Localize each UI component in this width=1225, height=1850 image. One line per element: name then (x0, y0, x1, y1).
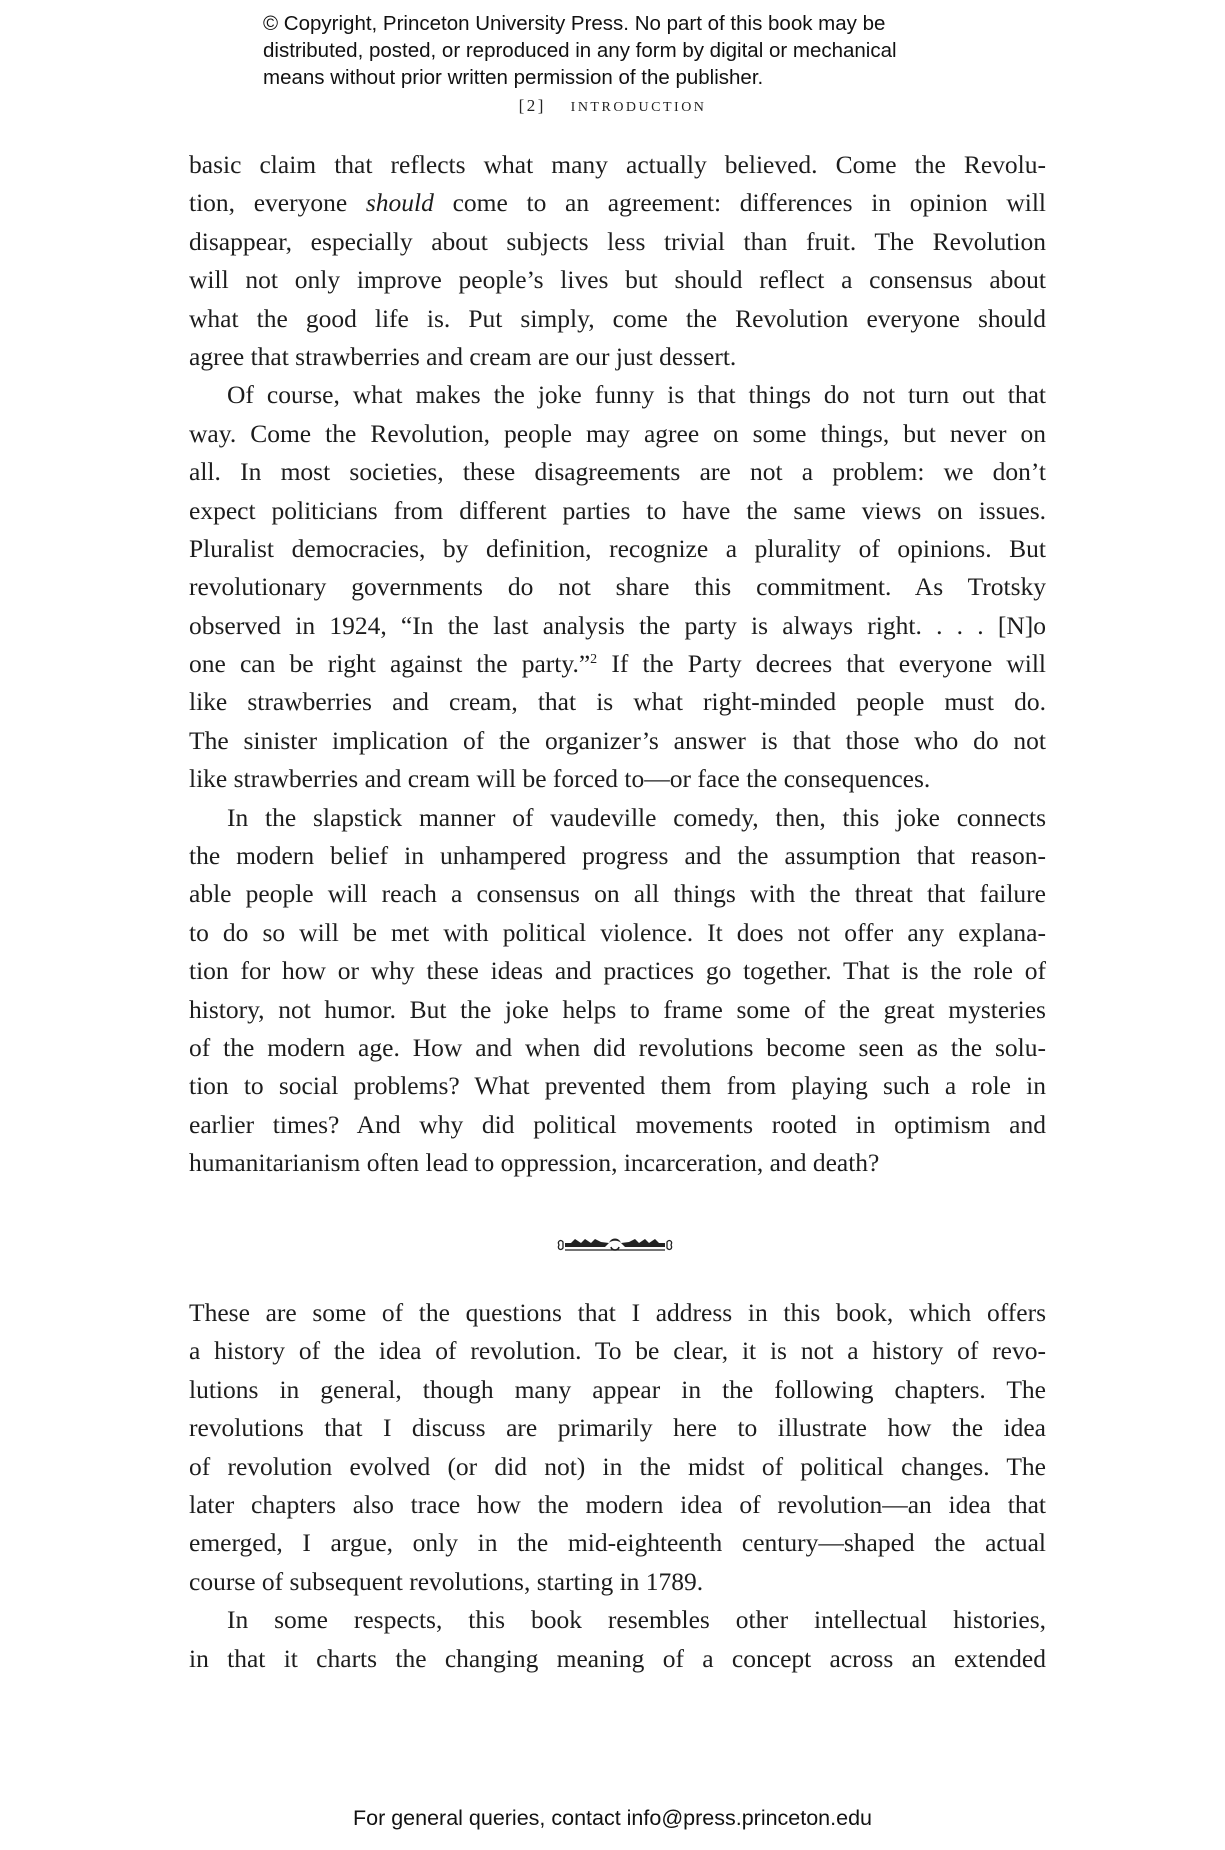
footer-contact: For general queries, contact info@press.princeton.edu (352, 1806, 872, 1830)
copyright-line: © Copyright, Princeton University Press. No part of this book may be (263, 12, 886, 35)
text-line: will not only improve people’s lives but should reflect a consensus about (189, 265, 1046, 295)
text-line: later chapters also trace how the modern idea of revolution—an idea that (189, 1489, 1046, 1519)
text-line: all. In most societies, these disagreements are not a problem: we don’t (189, 457, 1046, 487)
text-line (189, 184, 1046, 222)
text-line: expect politicians from different parties to have the same views on issues. (189, 495, 1046, 525)
text-line: observed in 1924, “In the last analysis the party is always right. . . . [N]o (189, 610, 1046, 640)
text-line: These are some of the questions that I address in this book, which offers (189, 1298, 1046, 1327)
text-line: The sinister implication of the organizer’s answer is that those who do not (189, 725, 1046, 755)
text-line: like strawberries and cream, that is what right-minded people must do. (189, 687, 1046, 717)
text-line: of the modern age. How and when did revolutions become seen as the solu- (189, 1032, 1046, 1062)
text-line: disappear, especially about subjects less trivial than fruit. The Revolution (189, 226, 1046, 256)
text-line: humanitarianism often lead to oppression, incarceration, and death? (189, 1148, 880, 1178)
body-text-block (189, 1294, 1046, 1678)
text-line: course of subsequent revolutions, starting in 1789. (189, 1566, 704, 1596)
text-fragment: If the Party decrees that everyone will (597, 649, 1046, 679)
body-text-block (189, 146, 1046, 1183)
text-fragment: tion, everyone (189, 188, 366, 218)
running-head (0, 94, 1225, 117)
text-line: in that it charts the changing meaning of a concept across an extended (189, 1643, 1046, 1673)
text-line: agree that strawberries and cream are our just dessert. (189, 341, 737, 371)
copyright-notice (263, 10, 1023, 91)
text-line: In the slapstick manner of vaudeville comedy, then, this joke connects (227, 802, 1046, 832)
emphasis: should (365, 188, 434, 218)
text-line: able people will reach a consensus on all things with the threat that failure (189, 879, 1046, 909)
text-line: In some respects, this book resembles other intellectual histories, (227, 1605, 1046, 1635)
copyright-line: means without prior written permission of the publisher. (263, 66, 764, 89)
text-line: Pluralist democracies, by definition, recognize a plurality of opinions. But (189, 533, 1046, 563)
text-line: lutions in general, though many appear in the following chapters. The (189, 1374, 1046, 1404)
text-line: a history of the idea of revolution. To be clear, it is not a history of revo- (189, 1336, 1046, 1366)
text-line: tion to social problems? What prevented them from playing such a role in (189, 1071, 1046, 1101)
text-fragment: come to an agreement: differences in opinion will (433, 188, 1046, 218)
text-fragment: one can be right against the party.” (189, 649, 591, 679)
text-line: of revolution evolved (or did not) in the midst of political changes. The (189, 1451, 1046, 1481)
page-number: [2] (518, 96, 546, 115)
text-line: emerged, I argue, only in the mid-eighteenth century—shaped the actual (189, 1528, 1046, 1558)
text-line: revolutionary governments do not share this commitment. As Trotsky (189, 572, 1046, 602)
text-line: to do so will be met with political violence. It does not offer any explana- (189, 917, 1046, 947)
text-line: like strawberries and cream will be forced to—or face the consequences. (189, 764, 931, 794)
text-line: Of course, what makes the joke funny is that things do not turn out that (227, 380, 1046, 410)
text-line: earlier times? And why did political movements rooted in optimism and (189, 1109, 1046, 1139)
section-title: introduction (570, 94, 707, 116)
text-line: history, not humor. But the joke helps to frame some of the great mysteries (189, 994, 1046, 1024)
text-line: way. Come the Revolution, people may agree on some things, but never on (189, 418, 1046, 448)
text-line: tion for how or why these ideas and practices go together. That is the role of (189, 956, 1046, 986)
copyright-line: distributed, posted, or reproduced in any form by digital or mechanical (263, 39, 897, 62)
text-line: basic claim that reflects what many actually believed. Come the Revolu- (189, 150, 1046, 179)
fleuron-ornament-icon (555, 1234, 675, 1256)
text-line (189, 645, 1046, 683)
text-line: the modern belief in unhampered progress and the assumption that reason- (189, 841, 1046, 871)
text-line: revolutions that I discuss are primarily here to illustrate how the idea (189, 1413, 1046, 1443)
text-line: what the good life is. Put simply, come the Revolution everyone should (189, 303, 1046, 333)
footnote-marker[interactable]: 2 (590, 652, 598, 668)
